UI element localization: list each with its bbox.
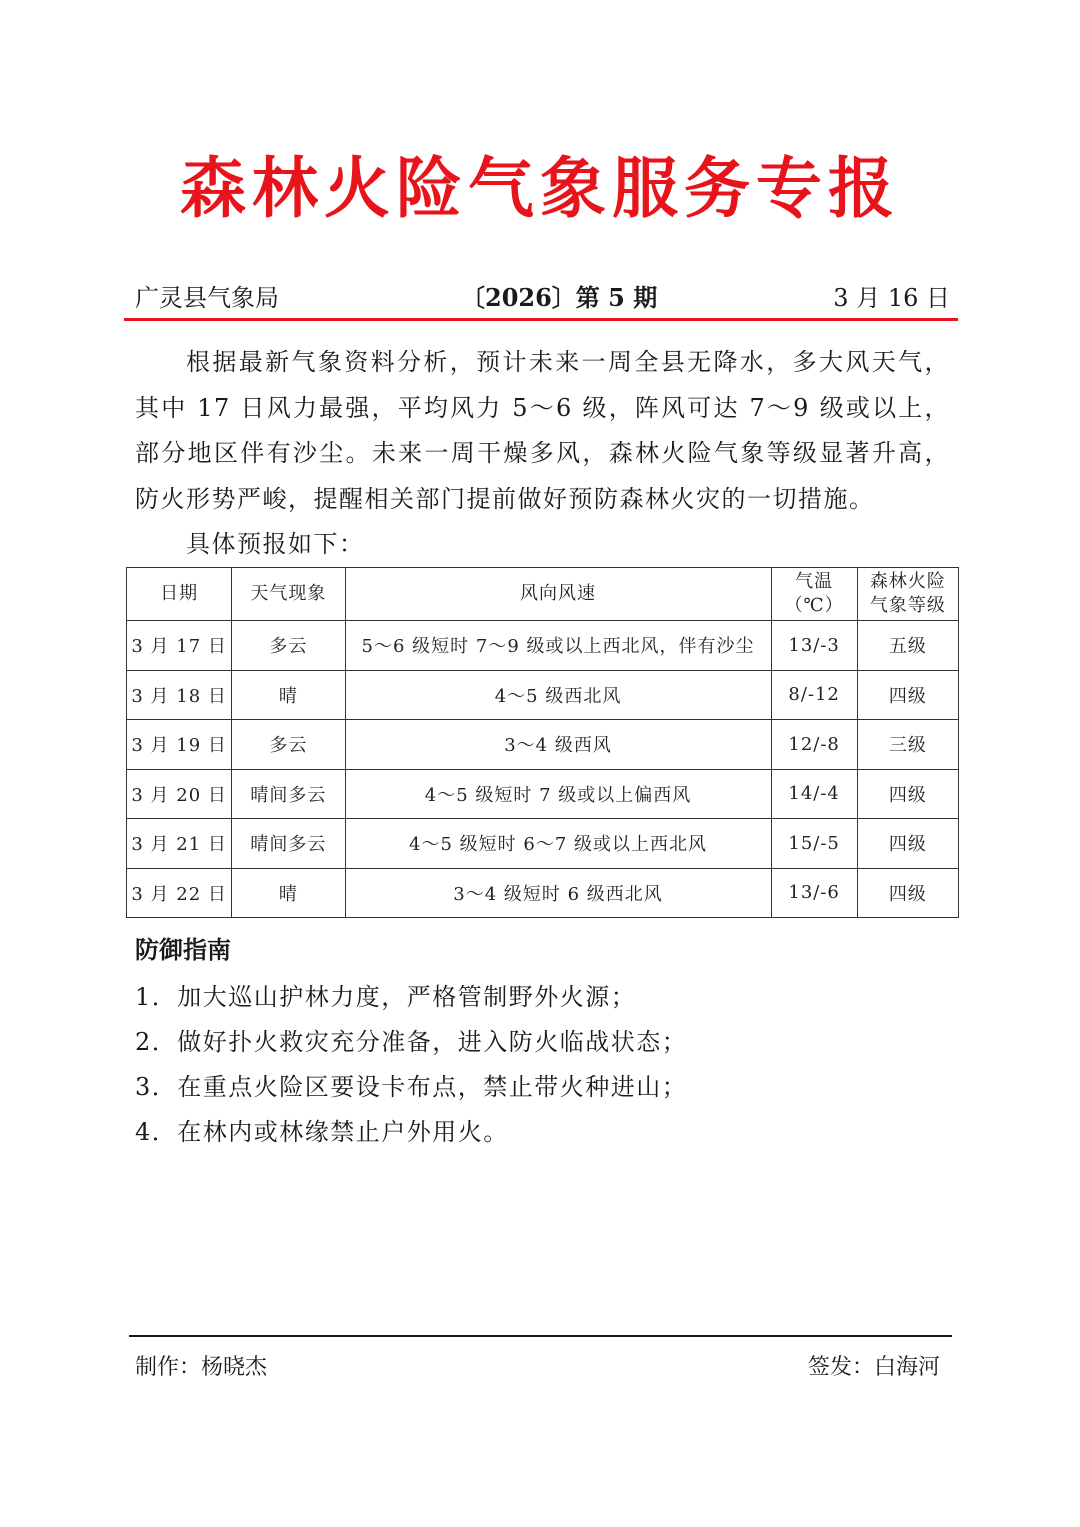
issuer: 广灵县气象局 (135, 284, 279, 312)
cell-level: 四级 (857, 769, 958, 819)
cell-level: 四级 (857, 868, 958, 918)
guidance-list (135, 975, 687, 1155)
list-item: 1．加大巡山护林力度，严格管制野外火源； (135, 983, 637, 1011)
cell-wind: 4～5 级短时 7 级或以上偏西风 (345, 769, 771, 819)
cell-wind: 3～4 级短时 6 级西北风 (345, 868, 771, 918)
table-row (127, 769, 959, 819)
footer-divider (129, 1335, 952, 1337)
table-row (127, 868, 959, 918)
cell-weather: 晴间多云 (232, 769, 345, 819)
header-wind: 风向风速 (345, 568, 771, 621)
cell-wind: 3～4 级西风 (345, 720, 771, 770)
cell-weather: 多云 (232, 720, 345, 770)
cell-date: 3 月 20 日 (127, 769, 232, 819)
cell-weather: 晴间多云 (232, 819, 345, 869)
table-row (127, 720, 959, 770)
cell-level: 五级 (857, 621, 958, 671)
producer: 制作：杨晓杰 (135, 1355, 268, 1380)
header-level (857, 568, 958, 621)
header-temp (771, 568, 857, 621)
cell-level: 四级 (857, 819, 958, 869)
cell-wind: 4～5 级西北风 (345, 670, 771, 720)
table-row (127, 819, 959, 869)
list-item: 4．在林内或林缘禁止户外用火。 (135, 1118, 509, 1146)
header-temp-line2: （℃） (784, 595, 844, 616)
header-temp-line1: 气温 (795, 571, 834, 592)
cell-temp: 15/-5 (771, 819, 857, 869)
cell-temp: 13/-6 (771, 868, 857, 918)
cell-weather: 多云 (232, 621, 345, 671)
approver: 签发：白海河 (808, 1355, 941, 1380)
cell-temp: 12/-8 (771, 720, 857, 770)
cell-temp: 8/-12 (771, 670, 857, 720)
cell-date: 3 月 22 日 (127, 868, 232, 918)
cell-weather: 晴 (232, 670, 345, 720)
header-level-line2: 气象等级 (869, 595, 946, 616)
cell-date: 3 月 17 日 (127, 621, 232, 671)
issue-meta-row (135, 280, 950, 316)
summary-paragraph: 根据最新气象资料分析，预计未来一周全县无降水，多大风天气，其中 17 日风力最强，平均风力 5～6 级，阵风可达 7～9 级或以上，部分地区伴有沙尘。未来一周干燥多风，森林火险气象等级显著升高，防火形势严峻，提醒相关部门提前做好预防森林火灾的一切措施。 (135, 348, 950, 513)
issue-date: 3 月 16 日 (833, 284, 950, 312)
list-item: 2．做好扑火救灾充分准备，进入防火临战状态； (135, 1028, 688, 1056)
table-header-row (127, 568, 959, 621)
cell-date: 3 月 19 日 (127, 720, 232, 770)
issue-number: 〔2026〕第 5 期 (461, 283, 658, 312)
cell-temp: 14/-4 (771, 769, 857, 819)
cell-level: 四级 (857, 670, 958, 720)
cell-wind: 4～5 级短时 6～7 级或以上西北风 (345, 819, 771, 869)
header-divider (124, 318, 958, 321)
forecast-intro: 具体预报如下： (186, 530, 365, 558)
header-weather: 天气现象 (232, 568, 345, 621)
cell-date: 3 月 18 日 (127, 670, 232, 720)
cell-wind: 5～6 级短时 7～9 级或以上西北风，伴有沙尘 (345, 621, 771, 671)
guidance-title: 防御指南 (135, 935, 231, 964)
cell-weather: 晴 (232, 868, 345, 918)
forecast-table (126, 567, 959, 918)
cell-temp: 13/-3 (771, 621, 857, 671)
report-title: 森林火险气象服务专报 (180, 149, 900, 227)
table-row (127, 670, 959, 720)
table-row (127, 621, 959, 671)
cell-date: 3 月 21 日 (127, 819, 232, 869)
list-item: 3．在重点火险区要设卡布点，禁止带火种进山； (135, 1073, 688, 1101)
header-level-line1: 森林火险 (869, 571, 946, 592)
header-date: 日期 (127, 568, 232, 621)
cell-level: 三级 (857, 720, 958, 770)
